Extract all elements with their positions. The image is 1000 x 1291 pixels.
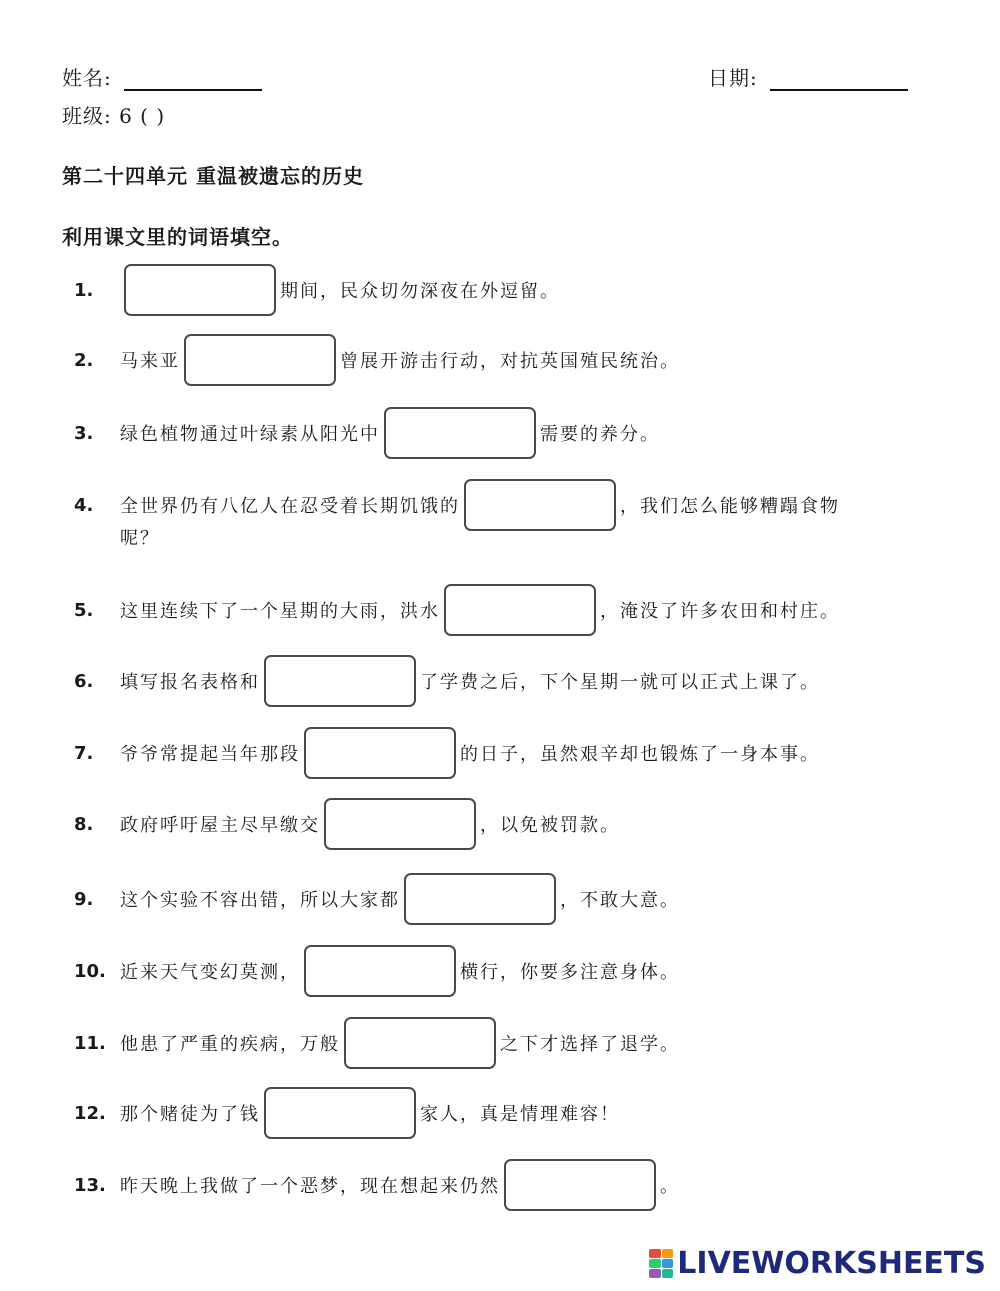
question-11 bbox=[74, 1013, 680, 1073]
answer-box-11[interactable] bbox=[344, 1017, 496, 1069]
question-10 bbox=[74, 941, 680, 1001]
answer-box-13[interactable] bbox=[504, 1159, 656, 1211]
question-9 bbox=[74, 869, 680, 929]
question-12 bbox=[74, 1083, 620, 1143]
question-text-after: 需要的养分。 bbox=[540, 424, 660, 445]
answer-box-9[interactable] bbox=[404, 873, 556, 925]
question-text-after: 曾展开游击行动，对抗英国殖民统治。 bbox=[340, 351, 680, 372]
name-line bbox=[124, 88, 262, 91]
answer-box-6[interactable] bbox=[264, 655, 416, 707]
question-5 bbox=[74, 580, 840, 640]
question-number: 11. bbox=[74, 1032, 106, 1054]
date-line bbox=[770, 88, 908, 91]
question-text-before: 填写报名表格和 bbox=[120, 672, 260, 693]
question-text-after: 横行，你要多注意身体。 bbox=[460, 962, 680, 983]
question-2 bbox=[74, 330, 680, 390]
question-text-after: 了学费之后，下个星期一就可以正式上课了。 bbox=[420, 672, 820, 693]
answer-box-8[interactable] bbox=[324, 798, 476, 850]
question-text-before: 绿色植物通过叶绿素从阳光中 bbox=[120, 424, 380, 445]
answer-box-10[interactable] bbox=[304, 945, 456, 997]
name-label: 姓名: bbox=[62, 66, 112, 90]
question-text-after: 期间，民众切勿深夜在外逗留。 bbox=[280, 281, 560, 302]
question-number: 3. bbox=[74, 422, 94, 444]
answer-box-2[interactable] bbox=[184, 334, 336, 386]
question-text-before: 那个赌徒为了钱 bbox=[120, 1104, 260, 1125]
question-text-before: 这个实验不容出错，所以大家都 bbox=[120, 890, 400, 911]
question-text-after: ，以免被罚款。 bbox=[480, 815, 620, 836]
question-text-after: 的日子，虽然艰辛却也锻炼了一身本事。 bbox=[460, 744, 820, 765]
answer-box-3[interactable] bbox=[384, 407, 536, 459]
date-field bbox=[708, 62, 908, 91]
question-text-before: 马来亚 bbox=[120, 351, 180, 372]
answer-box-12[interactable] bbox=[264, 1087, 416, 1139]
question-8 bbox=[74, 794, 620, 854]
question-text-after: 家人，真是情理难容！ bbox=[420, 1104, 620, 1125]
question-text-before: 全世界仍有八亿人在忍受着长期饥饿的 bbox=[120, 496, 460, 517]
question-7 bbox=[74, 723, 820, 783]
question-6 bbox=[74, 651, 820, 711]
question-text-before: 他患了严重的疾病，万般 bbox=[120, 1034, 340, 1055]
question-text-after: ，淹没了许多农田和村庄。 bbox=[600, 601, 840, 622]
question-number: 1. bbox=[74, 279, 94, 301]
brand-text: LIVEWORKSHEETS bbox=[677, 1246, 986, 1281]
question-text-before: 这里连续下了一个星期的大雨，洪水 bbox=[120, 601, 440, 622]
question-1 bbox=[74, 260, 560, 320]
question-text-before: 昨天晚上我做了一个恶梦，现在想起来仍然 bbox=[120, 1176, 500, 1197]
date-label: 日期: bbox=[708, 66, 758, 90]
answer-box-1[interactable] bbox=[124, 264, 276, 316]
question-number: 8. bbox=[74, 813, 94, 835]
question-number: 10. bbox=[74, 960, 106, 982]
unit-title: 第二十四单元 重温被遗忘的历史 bbox=[62, 164, 364, 188]
question-3 bbox=[74, 403, 660, 463]
question-number: 6. bbox=[74, 670, 94, 692]
question-4-continuation: 呢？ bbox=[120, 528, 160, 549]
question-number: 12. bbox=[74, 1102, 106, 1124]
question-number: 7. bbox=[74, 742, 94, 764]
question-13 bbox=[74, 1155, 680, 1215]
question-text-before: 近来天气变幻莫测， bbox=[120, 962, 300, 983]
instruction: 利用课文里的词语填空。 bbox=[62, 225, 293, 249]
name-field bbox=[62, 62, 262, 91]
answer-box-5[interactable] bbox=[444, 584, 596, 636]
question-number: 9. bbox=[74, 888, 94, 910]
question-text-after: 之下才选择了退学。 bbox=[500, 1034, 680, 1055]
question-text-after: ，我们怎么能够糟蹋食物 bbox=[620, 496, 840, 517]
question-number: 2. bbox=[74, 349, 94, 371]
answer-box-4[interactable] bbox=[464, 479, 616, 531]
liveworksheets-logo bbox=[649, 1246, 986, 1281]
question-number: 4. bbox=[74, 494, 94, 516]
question-text-before: 爷爷常提起当年那段 bbox=[120, 744, 300, 765]
question-text-before: 政府呼吁屋主尽早缴交 bbox=[120, 815, 320, 836]
brand-logo-icon bbox=[649, 1249, 673, 1279]
answer-box-7[interactable] bbox=[304, 727, 456, 779]
question-text-after: ，不敢大意。 bbox=[560, 890, 680, 911]
question-text-after: 。 bbox=[660, 1176, 680, 1197]
question-number: 13. bbox=[74, 1174, 106, 1196]
question-number: 5. bbox=[74, 599, 94, 621]
class-label: 班级: 6 ( ) bbox=[62, 104, 166, 128]
question-4 bbox=[74, 475, 840, 535]
